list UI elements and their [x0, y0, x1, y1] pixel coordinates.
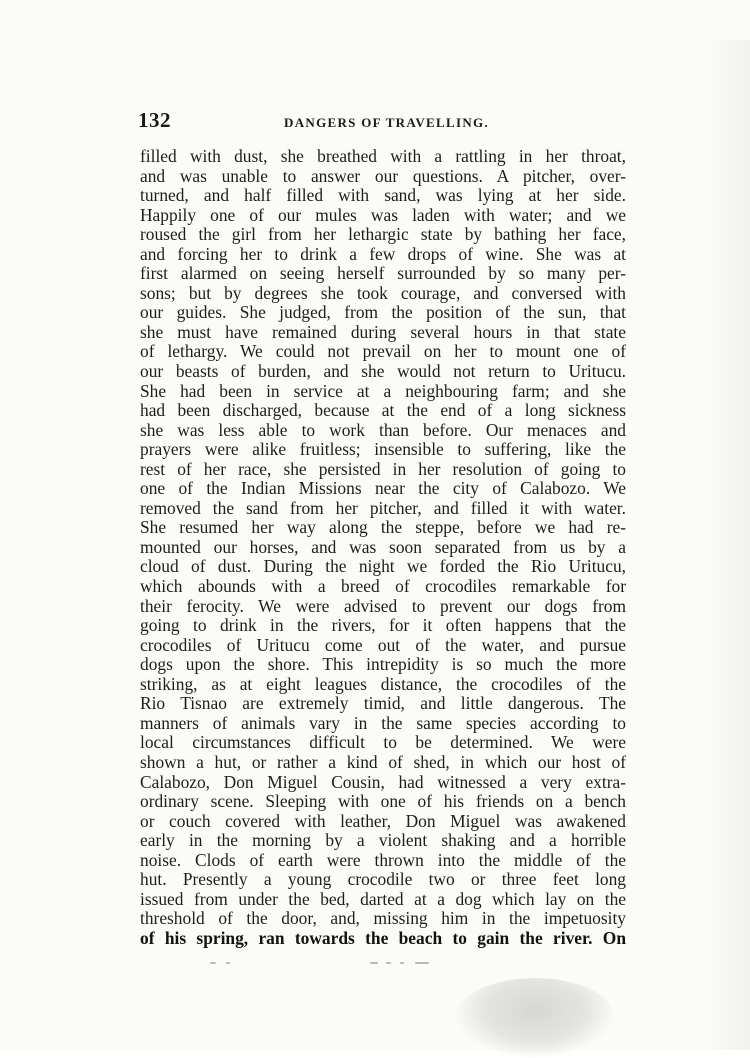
- speck: [210, 962, 216, 964]
- text-line: turned, and half filled with sand, was lying at her side.: [140, 185, 626, 206]
- text-line: Happily one of our mules was laden with water; and we: [140, 204, 626, 225]
- text-line: rest of her race, she persisted in her resolution of going to: [140, 458, 626, 479]
- text-line: roused the girl from her lethargic state by bathing her face,: [140, 224, 626, 245]
- text-line: ordinary scene. Sleeping with one of his friends on a bench: [140, 791, 626, 812]
- text-line: and was unable to answer our questions. A pitcher, over-: [140, 165, 626, 186]
- text-line: filled with dust, she breathed with a rattling in her throat,: [140, 146, 626, 166]
- text-line: their ferocity. We were advised to prevent our dogs from: [140, 595, 626, 616]
- text-line: or couch covered with leather, Don Miguel was awakened: [140, 810, 626, 831]
- speck: [370, 962, 378, 964]
- page-number: 132: [138, 108, 171, 132]
- text-line: hut. Presently a young crocodile two or three feet long: [140, 869, 626, 890]
- speck: [400, 962, 404, 964]
- running-head: [138, 108, 638, 138]
- text-line: threshold of the door, and, missing him in the impetuosity: [140, 908, 626, 929]
- text-line: she was less able to work than before. Our menaces and: [140, 419, 626, 440]
- text-line: She had been in service at a neighbouring farm; and she: [140, 380, 626, 401]
- text-line: issued from under the bed, darted at a dog which lay on the: [140, 888, 626, 909]
- running-title: DANGERS OF TRAVELLING.: [284, 115, 489, 130]
- text-line: prayers were alike fruitless; insensible to suffering, like the: [140, 439, 626, 460]
- text-line: local circumstances difficult to be determined. We were: [140, 732, 626, 753]
- text-line: dogs upon the shore. This intrepidity is so much the more: [140, 654, 626, 675]
- text-line: which abounds with a breed of crocodiles remarkable for: [140, 576, 626, 597]
- text-line: shown a hut, or rather a kind of shed, in which our host of: [140, 751, 626, 772]
- text-line: mounted our horses, and was soon separated from us by a: [140, 536, 626, 557]
- text-line: going to drink in the rivers, for it often happens that the: [140, 615, 626, 636]
- text-line: early in the morning by a violent shaking and a horrible: [140, 830, 626, 851]
- text-line: our guides. She judged, from the position of the sun, that: [140, 302, 626, 323]
- speck: [226, 962, 230, 964]
- text-line: cloud of dust. During the night we forded the Rio Uritucu,: [140, 556, 626, 577]
- text-line: one of the Indian Missions near the city of Calabozo. We: [140, 478, 626, 499]
- text-line: our beasts of burden, and she would not return to Uritucu.: [140, 361, 626, 382]
- text-line: striking, as at eight leagues distance, the crocodiles of the: [140, 673, 626, 694]
- text-line: noise. Clods of earth were thrown into the middle of the: [140, 849, 626, 870]
- page-smudge: [455, 978, 615, 1058]
- text-line: had been discharged, because at the end of a long sickness: [140, 400, 626, 421]
- speck: [415, 962, 429, 964]
- text-line: first alarmed on seeing herself surrounded by so many per-: [140, 263, 626, 284]
- text-line: removed the sand from her pitcher, and filled it with water.: [140, 497, 626, 518]
- text-line: crocodiles of Uritucu come out of the water, and pursue: [140, 634, 626, 655]
- text-line: Calabozo, Don Miguel Cousin, had witnessed a very extra-: [140, 771, 626, 792]
- text-line: manners of animals vary in the same species according to: [140, 712, 626, 733]
- text-line: Rio Tisnao are extremely timid, and little dangerous. The: [140, 693, 626, 714]
- text-line: she must have remained during several hours in that state: [140, 321, 626, 342]
- print-specks: [210, 958, 440, 968]
- text-line: She resumed her way along the steppe, before we had re-: [140, 517, 626, 538]
- text-line: of his spring, ran towards the beach to gain the river. On: [140, 927, 626, 948]
- text-line: and forcing her to drink a few drops of wine. She was at: [140, 243, 626, 264]
- text-line: of lethargy. We could not prevail on her to mount one of: [140, 341, 626, 362]
- speck: [386, 962, 391, 964]
- body-paragraph: [140, 147, 626, 948]
- page-edge-shadow: [700, 40, 750, 1050]
- text-line: sons; but by degrees she took courage, and conversed with: [140, 282, 626, 303]
